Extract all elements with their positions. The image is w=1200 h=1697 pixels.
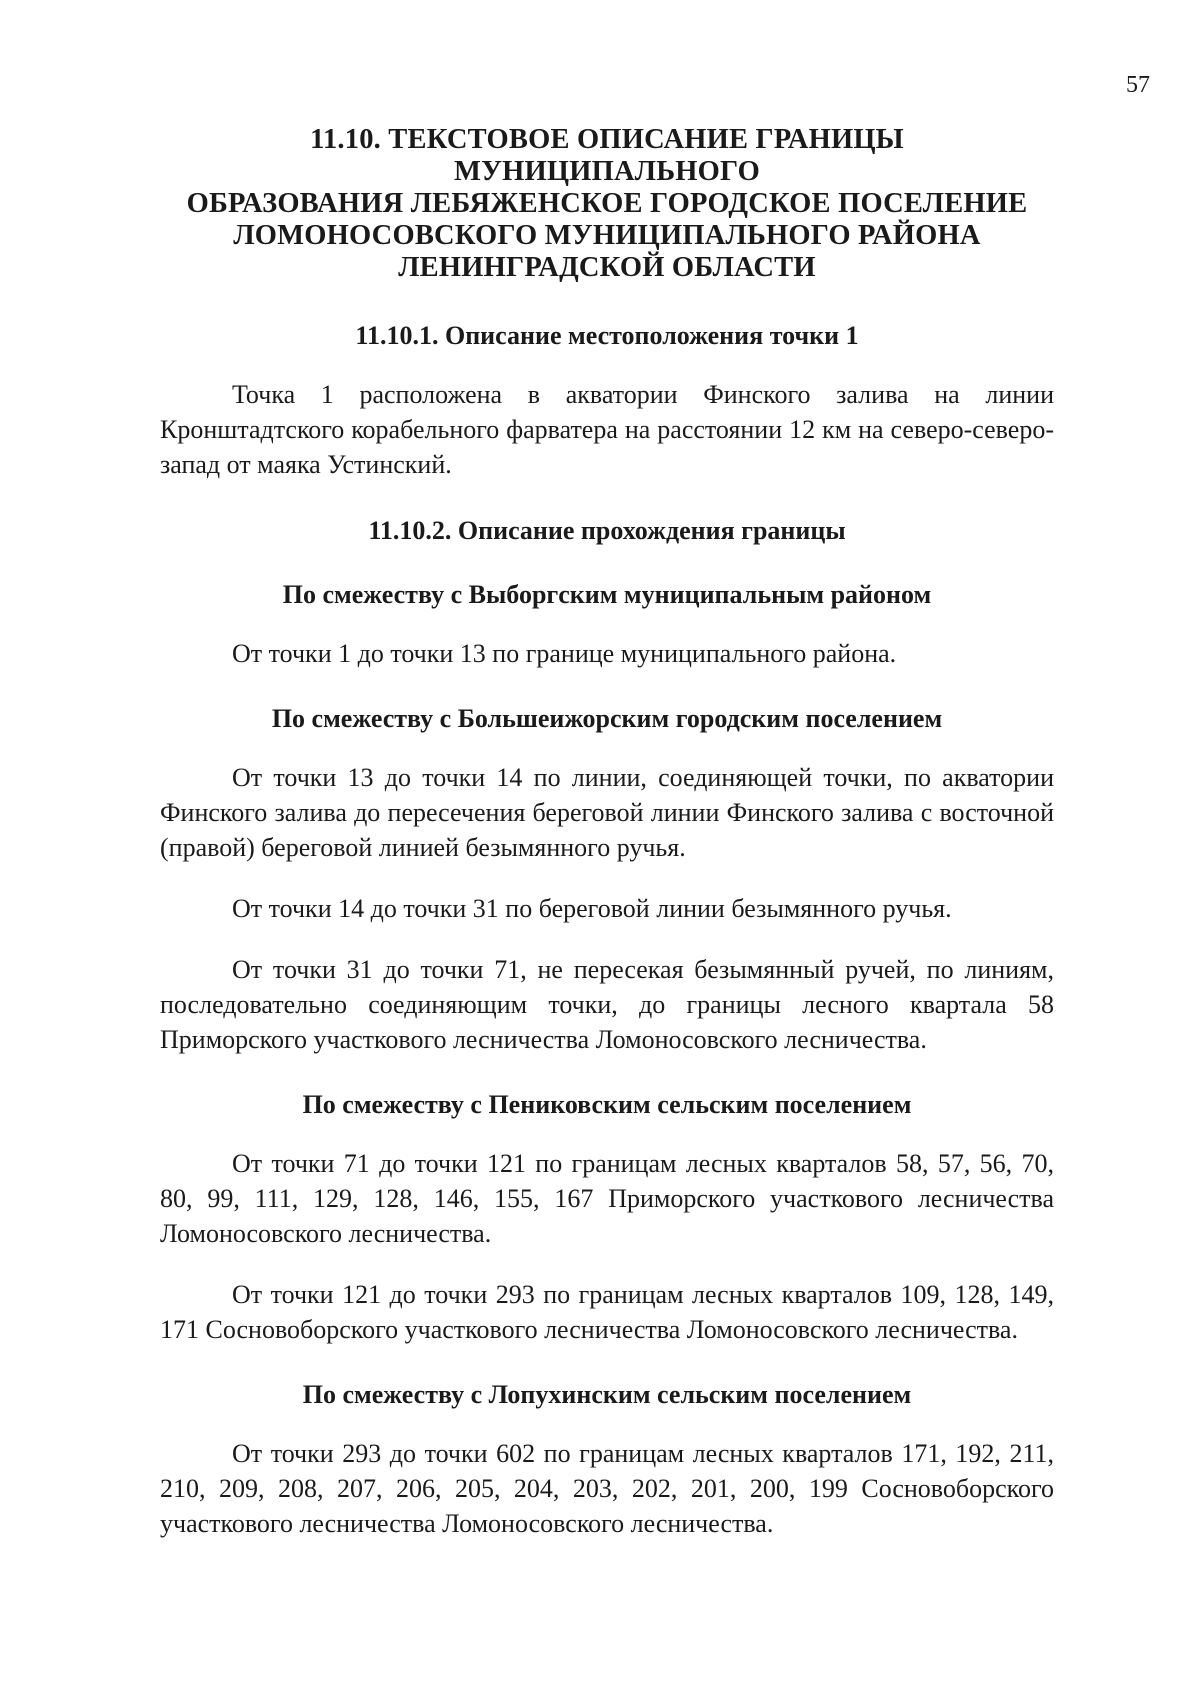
penikovo-heading: По смежеству с Пениковским сельским поселением (302, 1090, 912, 1119)
title-line: ОБРАЗОВАНИЯ ЛЕБЯЖЕНСКОЕ ГОРОДСКОЕ ПОСЕЛЕНИЕ (186, 188, 1028, 219)
vyborg-district-heading: По смежеству с Выборгским муниципальным районом (282, 580, 932, 609)
point-1-description: Точка 1 расположена в акватории Финского залива на линии Кронштадтского корабельного фарватера на расстоянии 12 км на северо-северо-запад от маяка Устинский. (160, 380, 1054, 479)
page-number: 57 (1126, 72, 1150, 98)
bolsheizhora-paragraph-3: От точки 31 до точки 71, не пересекая безымянный ручей, по линиям, последовательно соединяющим точки, до границы лесного квартала 58 Приморского участкового лесничества Ломоносовского лесничества. (160, 955, 1054, 1054)
penikovo-paragraph-2: От точки 121 до точки 293 по границам лесных кварталов 109, 128, 149, 171 Сосновоборского участкового лесничества Ломоносовского лесничества. (160, 1280, 1054, 1344)
bolsheizhora-paragraph-1: От точки 13 до точки 14 по линии, соединяющей точки, по акватории Финского залива до пересечения береговой линии Финского залива с восточной (правой) береговой линией безымянного ручья. (160, 763, 1054, 862)
point-1-heading: 11.10.1. Описание местоположения точки 1 (355, 321, 859, 350)
penikovo-paragraph-1: От точки 71 до точки 121 по границам лесных кварталов 58, 57, 56, 70, 80, 99, 111, 129, 128, 146, 155, 167 Приморского участкового лесничества Ломоносовского лесничества. (160, 1149, 1054, 1248)
bolsheizhora-heading: По смежеству с Большеижорским городским поселением (271, 704, 943, 733)
lopukhinka-heading: По смежеству с Лопухинским сельским поселением (302, 1380, 912, 1409)
title-line: ЛОМОНОСОВСКОГО МУНИЦИПАЛЬНОГО РАЙОНА (233, 220, 981, 251)
boundary-route-heading: 11.10.2. Описание прохождения границы (368, 516, 846, 545)
title-line: ЛЕНИНГРАДСКОЙ ОБЛАСТИ (398, 252, 816, 283)
document-title (160, 0, 1054, 284)
title-line: 11.10. ТЕКСТОВОЕ ОПИСАНИЕ ГРАНИЦЫ МУНИЦИПАЛЬНОГО (310, 124, 904, 187)
lopukhinka-paragraph: От точки 293 до точки 602 по границам лесных кварталов 171, 192, 211, 210, 209, 208, 207, 206, 205, 204, 203, 202, 201, 200, 199 Сосновоборского участкового лесничества Ломоносовского лесничества. (160, 1439, 1054, 1538)
vyborg-paragraph: От точки 1 до точки 13 по границе муниципального района. (232, 639, 897, 668)
bolsheizhora-paragraph-2: От точки 14 до точки 31 по береговой линии безымянного ручья. (232, 894, 952, 923)
